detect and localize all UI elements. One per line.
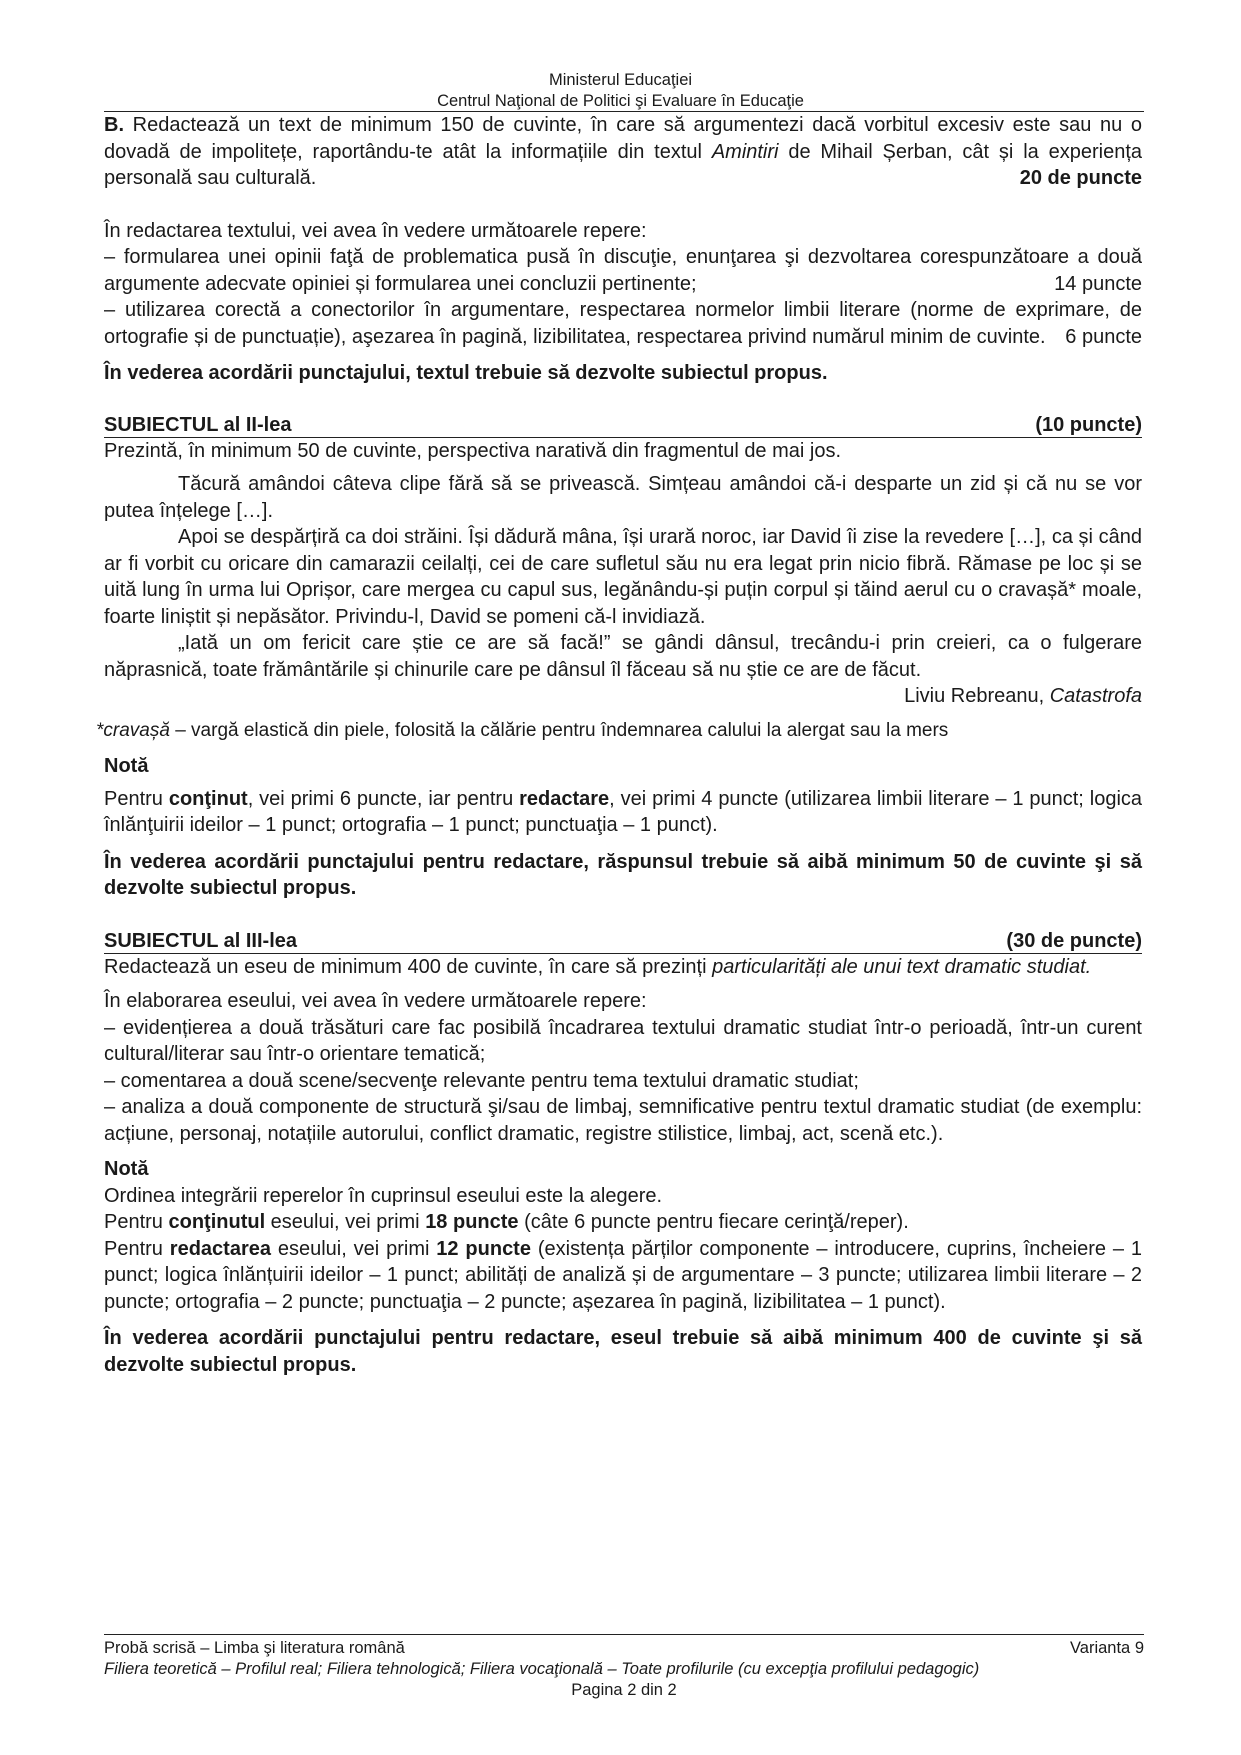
source-title: Amintiri (711, 140, 779, 163)
exam-content (96, 112, 1143, 1378)
footer-profile: Filiera teoretică – Profilul real; Filiera tehnologică; Filiera vocaţională – Toate profilurile (cu excepţia profilului pedagogic) (104, 1660, 980, 1678)
part-b-criterion-2-points: 6 puncte (1065, 325, 1142, 348)
excerpt-attribution: Liviu Rebreanu, Catastrofa (904, 685, 1142, 707)
part-b-scoring-note: În vederea acordării punctajului, textul trebuie să dezvolte subiectul propus. (104, 362, 828, 384)
subject-2-prompt: Prezintă, în minimum 50 de cuvinte, perspectiva narativă din fragmentul de mai jos. (104, 439, 842, 462)
subject-2-title: SUBIECTUL al II-lea (104, 413, 292, 436)
footer-variant: Varianta 9 (1070, 1639, 1144, 1657)
footer-divider (104, 1634, 1144, 1635)
subject-3-criterion-2: – comentarea a două scene/secvenţe relevante pentru tema textului dramatic studiat; (104, 1069, 859, 1092)
header-center: Centrul Naţional de Politici şi Evaluare în Educaţie (437, 92, 804, 110)
subject-3-note-3: Pentru redactarea eseului, vei primi 12 puncte (existența părților componente – introducere, cuprins, încheiere – 1 punct; logica înlănțuirii ideilor – 1 punct; abilități de analiză și de argumentare – 3 puncte; utilizarea limbii literare – 2 puncte; ortografia – 2 puncte; punctuaţia – 2 puncte; așezarea în pagină, lizibilitatea – 1 punct). (104, 1237, 1142, 1313)
subject-3-note-2: Pentru conţinutul eseului, vei primi 18 puncte (câte 6 puncte pentru fiecare cerinţă/reper). (104, 1211, 909, 1233)
part-b-criterion-1: – formularea unei opinii faţă de problematica pusă în discuţie, enunţarea şi dezvoltarea corespunzătoare a două argumente adecvate opiniei și formularea unei concluzii pertinente; (104, 246, 1142, 295)
footer-row (104, 1638, 1144, 1658)
subject-3-criterion-3: – analiza a două componente de structură şi/sau de limbaj, semnificative pentru textul dramatic studiat (de exemplu: acțiune, personaj, notațiile autorului, conflict dramatic, registre stilistice, limbaj, act, scenă etc.). (104, 1096, 1142, 1145)
excerpt-paragraph-3: „Iată un om fericit care știe ce are să facă!” se gândi dânsul, trecându-i prin creieri, ca o fulgerare năprasnică, toate frământările și chinurile care pe dânsul îl făceau să nu știe ce are de făcut. (104, 632, 1142, 681)
part-b-criterion-2: – utilizarea corectă a conectorilor în argumentare, respectarea normelor limbii literare (norme de exprimare, de ortografie și de punctuație), aşezarea în pagină, lizibilitatea, respectarea privind numărul minim de cuvinte. (104, 299, 1142, 348)
subject-3-note-1: Ordinea integrării reperelor în cuprinsul eseului este la alegere. (104, 1184, 663, 1207)
footer-page-number: Pagina 2 din 2 (571, 1681, 677, 1699)
part-b-prompt: B. Redactează un text de minimum 150 de cuvinte, în care să argumentezi dacă vorbitul excesiv este sau nu o dovadă de impolitețe, raportându-te atât la informațiile din textul Amintiri de Mihail Șerban, cât și la experiența personală sau culturală. (104, 114, 1143, 189)
excerpt-paragraph-2: Apoi se despărțiră ca doi străini. Își dădură mâna, își urară noroc, iar David îi zise la revedere […], ca și când ar fi vorbit cu oricare din camarazii ceilalți, cei de care sufletul său nu era legat prin nicio fibră. Rămase pe loc și se uită lung în urma lui Oprișor, care mergea cu capul sus, legănându-și puțin corpul și tăind aerul cu o cravașă* moale, foarte liniștit și nepăsător. Privindu-l, David se pomeni că-l invidiază. (104, 526, 1142, 628)
part-b-points: 20 de puncte (1019, 167, 1142, 189)
subject-2-points: (10 puncte) (1035, 413, 1142, 436)
footer-exam: Probă scrisă – Limba şi literatura română (104, 1639, 405, 1657)
subject-3-intro: În elaborarea eseului, vei avea în vedere următoarele repere: (104, 990, 647, 1012)
subject-2-note-title: Notă (104, 755, 149, 777)
subject-3-heading (104, 930, 1142, 954)
header-ministry: Ministerul Educaţiei (548, 71, 693, 89)
subject-3-prompt: Redactează un eseu de minimum 400 de cuvinte, în care să prezinți particularități ale unui text dramatic studiat. (104, 955, 1092, 978)
subject-2-heading (104, 414, 1142, 438)
part-b-intro: În redactarea textului, vei avea în vedere următoarele repere: (104, 219, 647, 242)
part-b-label: B. (104, 114, 124, 136)
subject-3-title: SUBIECTUL al III-lea (104, 929, 298, 952)
part-b-criterion-1-points: 14 puncte (1054, 272, 1142, 295)
excerpt-paragraph-1: Tăcură amândoi câteva clipe fără să se privească. Simțeau amândoi că-i desparte un zid și că nu se vor putea înțelege […]. (104, 473, 1142, 522)
subject-2-note: Pentru conţinut, vei primi 6 puncte, iar pentru redactare, vei primi 4 puncte (utilizarea limbii literare – 1 punct; logica înlănţuirii ideilor – 1 punct; ortografia – 1 punct; punctuaţia – 1 punct). (104, 787, 1143, 836)
subject-2-scoring-note: În vederea acordării punctajului pentru redactare, răspunsul trebuie să aibă minimum 50 de cuvinte şi să dezvolte subiectul propus. (104, 850, 1142, 899)
subject-3-points: (30 de puncte) (1006, 929, 1142, 952)
glossary-note: *cravașă – vargă elastică din piele, folosită la călărie pentru îndemnarea calului la alergat sau la mers (96, 719, 949, 741)
subject-3-criterion-1: – evidențierea a două trăsături care fac posibilă încadrarea textului dramatic studiat într-o perioadă, într-un curent cultural/literar sau într-o orientare tematică; (104, 1016, 1142, 1065)
subject-3-note-title: Notă (104, 1158, 149, 1180)
subject-3-scoring-note: În vederea acordării punctajului pentru redactare, eseul trebuie să aibă minimum 400 de cuvinte şi să dezvolte subiectul propus. (104, 1327, 1142, 1376)
